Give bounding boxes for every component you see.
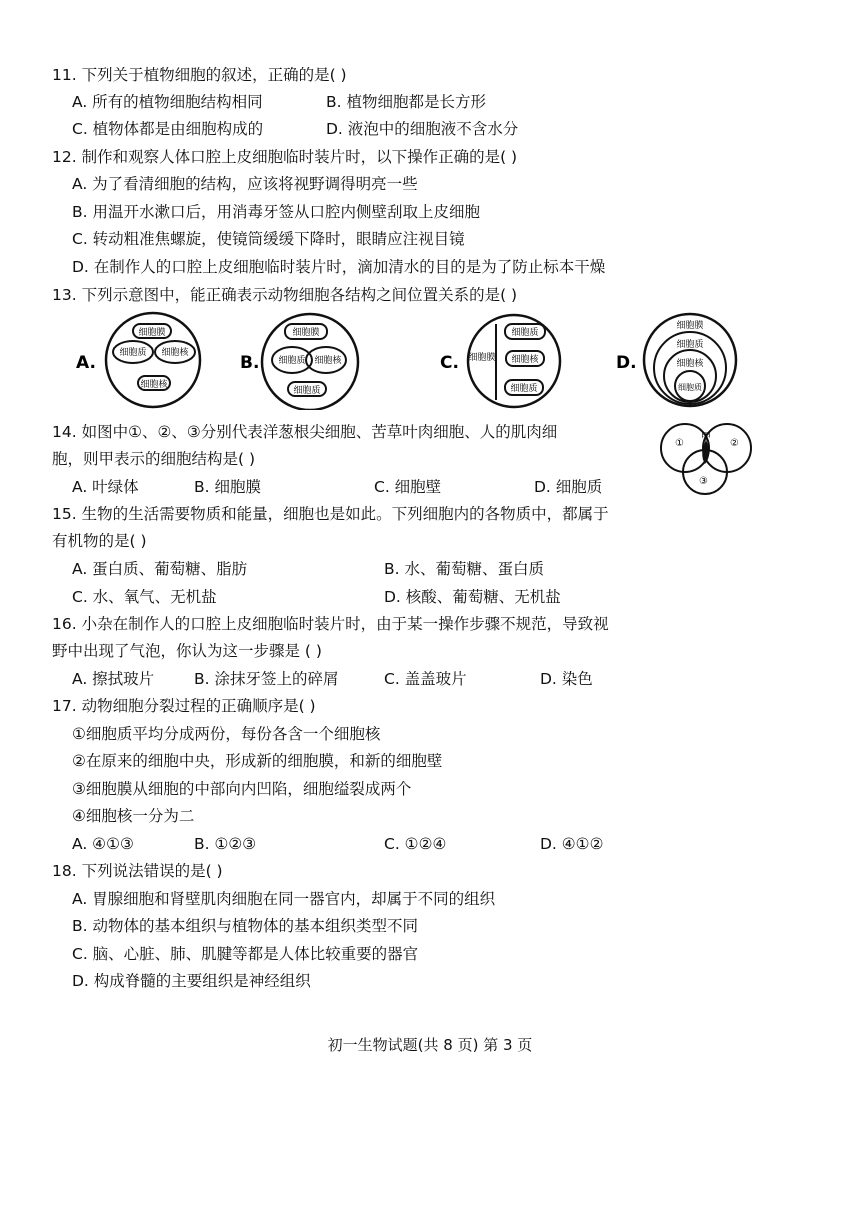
q14-option-b: B. 细胞膜 [194,478,261,496]
q13-c-membrane-label: 细胞膜 [468,353,496,363]
q13-label-a: A. [76,353,96,373]
q13-b-nucleus-label: 细胞核 [314,356,342,366]
q13-diagram-d [616,314,736,406]
q16-option-b: B. 涂抹牙签上的碎屑 [194,670,339,688]
page-footer: 初一生物试题(共 8 页) 第 3 页 [327,1036,533,1054]
q16-option-c: C. 盖盖玻片 [384,670,467,688]
q13-a-membrane-label: 细胞膜 [138,328,166,338]
q14-stem-line2: 胞，则甲表示的细胞结构是( ) [52,450,256,468]
q17-step-4: ④细胞核一分为二 [72,807,195,825]
q13-label-c: C. [440,353,459,373]
q16-stem-line2: 野中出现了气泡，你认为这一步骤是 ( ) [52,642,322,660]
q17-stem: 17. 动物细胞分裂过程的正确顺序是( ) [52,697,316,715]
q18-option-d: D. 构成脊髓的主要组织是神经组织 [72,972,311,990]
q16-stem-line1: 16. 小杂在制作人的口腔上皮细胞临时装片时，由于某一操作步骤不规范，导致视 [52,615,609,633]
q17-step-2: ②在原来的细胞中央，形成新的细胞膜，和新的细胞壁 [72,752,443,770]
q18-stem: 18. 下列说法错误的是( ) [52,862,223,880]
q14-option-d: D. 细胞质 [534,478,603,496]
q15-stem-line2: 有机物的是( ) [52,532,147,550]
q13-diagram-b [240,314,358,410]
q13-a-nucleus-label: 细胞核 [161,348,189,358]
q17-option-a: A. ④①③ [72,835,134,853]
q18-option-c: C. 脑、心脏、肺、肌腱等都是人体比较重要的器官 [72,945,419,963]
q15-option-b: B. 水、葡萄糖、蛋白质 [384,560,544,578]
q16-option-a: A. 擦拭玻片 [72,670,155,688]
q13-d-cytoplasm-label: 细胞质 [676,340,704,350]
q13-label-b: B. [240,353,260,373]
q13-stem: 13. 下列示意图中，能正确表示动物细胞各结构之间位置关系的是( ) [52,286,518,304]
q13-b-cytoplasm-label: 细胞质 [278,356,306,366]
q14-mark-3: ③ [699,476,708,487]
q18-option-b: B. 动物体的基本组织与植物体的基本组织类型不同 [72,917,418,935]
q14-option-a: A. 叶绿体 [72,478,139,496]
q13-b-membrane-label: 细胞膜 [292,328,320,338]
q15-option-d: D. 核酸、葡萄糖、无机盐 [384,588,561,606]
q13-diagram-c [440,315,560,407]
q11-option-d: D. 液泡中的细胞液不含水分 [326,120,519,138]
q14-option-c: C. 细胞壁 [374,478,442,496]
q13-c-cytoplasm-label: 细胞质 [511,328,539,338]
q17-option-b: B. ①②③ [194,835,257,853]
q11-option-b: B. 植物细胞都是长方形 [326,93,486,111]
q12-option-d: D. 在制作人的口腔上皮细胞临时装片时，滴加清水的目的是为了防止标本干燥 [72,258,606,276]
q14-venn-diagram [655,420,755,496]
q12-option-a: A. 为了看清细胞的结构，应该将视野调得明亮一些 [72,175,418,193]
q15-option-a: A. 蛋白质、葡萄糖、脂肪 [72,560,248,578]
q11-option-a: A. 所有的植物细胞结构相同 [72,93,263,111]
q16-option-d: D. 染色 [540,670,593,688]
q13-c-cytoplasm-label-2: 细胞质 [510,384,538,394]
q14-mark-1: ① [675,438,684,449]
q17-option-d: D. ④①② [540,835,604,853]
q11-stem: 11. 下列关于植物细胞的叙述，正确的是( ) [52,66,347,84]
q12-option-b: B. 用温开水漱口后，用消毒牙签从口腔内侧壁刮取上皮细胞 [72,203,480,221]
q14-mark-2: ② [730,438,739,449]
q13-c-nucleus-label: 细胞核 [511,355,539,365]
q13-diagrams [70,310,750,410]
q15-stem-line1: 15. 生物的生活需要物质和能量，细胞也是如此。下列细胞内的各物质中，都属于 [52,505,609,523]
q12-stem: 12. 制作和观察人体口腔上皮细胞临时装片时，以下操作正确的是( ) [52,148,518,166]
q13-d-cytoplasm-label-2: 细胞质 [678,383,702,392]
q13-a-cytoplasm-label: 细胞质 [119,348,147,358]
q17-step-1: ①细胞质平均分成两份，每份各含一个细胞核 [72,725,381,743]
q13-b-cytoplasm-label-2: 细胞质 [293,386,321,396]
q13-d-membrane-label: 细胞膜 [676,321,704,331]
q13-a-nucleus-label-2: 细胞核 [140,380,168,390]
q17-step-3: ③细胞膜从细胞的中部向内凹陷，细胞缢裂成两个 [72,780,412,798]
q13-d-nucleus-label: 细胞核 [676,359,704,369]
q13-label-d: D. [616,353,637,373]
q17-option-c: C. ①②④ [384,835,447,853]
q14-stem-line1: 14. 如图中①、②、③分别代表洋葱根尖细胞、苦草叶肉细胞、人的肌肉细 [52,423,558,441]
q11-option-c: C. 植物体都是由细胞构成的 [72,120,264,138]
q12-option-c: C. 转动粗准焦螺旋，使镜筒缓缓下降时，眼睛应注视目镜 [72,230,465,248]
q18-option-a: A. 胃腺细胞和肾壁肌肉细胞在同一器官内，却属于不同的组织 [72,890,496,908]
q14-mark-jia: 甲 [701,432,711,443]
q15-option-c: C. 水、氧气、无机盐 [72,588,217,606]
q13-diagram-a [76,313,200,407]
